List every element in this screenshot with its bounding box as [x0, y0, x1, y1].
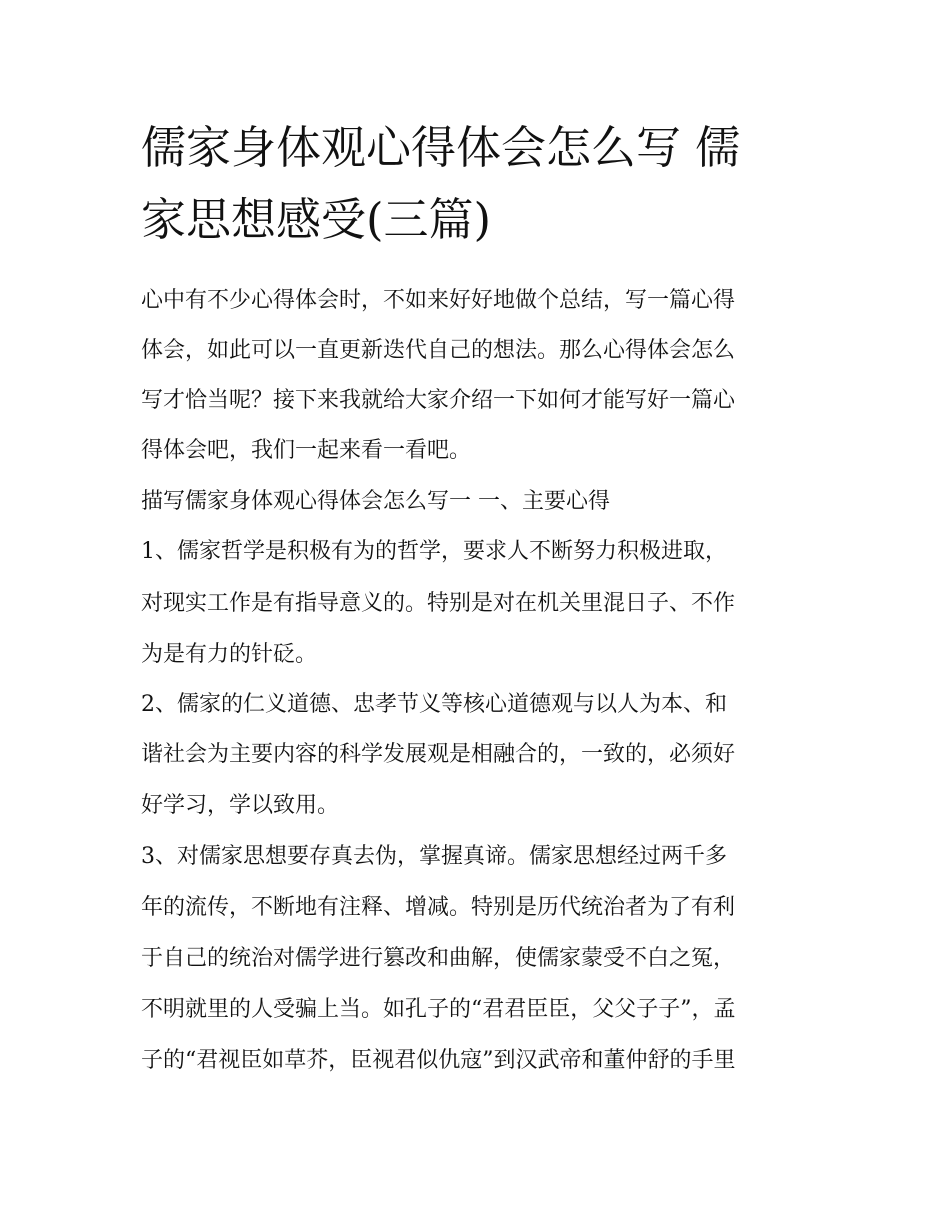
body-line-9: 2、儒家的仁义道德、忠孝节义等核心道德观与以人为本、和	[141, 692, 727, 717]
body-line-10: 谐社会为主要内容的科学发展观是相融合的，一致的，必须好	[141, 742, 736, 767]
body-line-15: 不明就里的人受骗上当。如孔子的“君君臣臣，父父子子”，孟	[141, 997, 736, 1022]
body-line-6: 1、儒家哲学是积极有为的哲学，要求人不断努力积极进取，	[141, 539, 727, 564]
body-line-14: 于自己的统治对儒学进行篡改和曲解，使儒家蒙受不白之冤，	[141, 946, 736, 971]
body-line-3: 写才恰当呢？接下来我就给大家介绍一下如何才能写好一篇心	[141, 388, 736, 413]
body-line-8: 为是有力的针砭。	[141, 642, 318, 667]
body-line-16: 子的“君视臣如草芥，臣视君似仇寇”到汉武帝和董仲舒的手里	[141, 1048, 736, 1073]
document-title	[141, 112, 811, 256]
body-line-13: 年的流传，不断地有注释、增减。特别是历代统治者为了有利	[141, 895, 736, 920]
section-heading: 描写儒家身体观心得体会怎么写一 一、主要心得	[141, 489, 610, 514]
body-line-11: 好学习，学以致用。	[141, 793, 340, 818]
body-line-7: 对现实工作是有指导意义的。特别是对在机关里混日子、不作	[141, 591, 736, 616]
title-line-1: 儒家身体观心得体会怎么写 儒	[141, 121, 741, 174]
body-line-12: 3、对儒家思想要存真去伪，掌握真谛。儒家思想经过两千多	[141, 844, 727, 869]
title-line-2: 家思想感受(三篇)	[141, 193, 492, 246]
body-line-1: 心中有不少心得体会时，不如来好好地做个总结，写一篇心得	[141, 288, 736, 313]
body-line-2: 体会，如此可以一直更新迭代自己的想法。那么心得体会怎么	[141, 338, 736, 363]
body-line-4: 得体会吧，我们一起来看一看吧。	[141, 438, 472, 463]
